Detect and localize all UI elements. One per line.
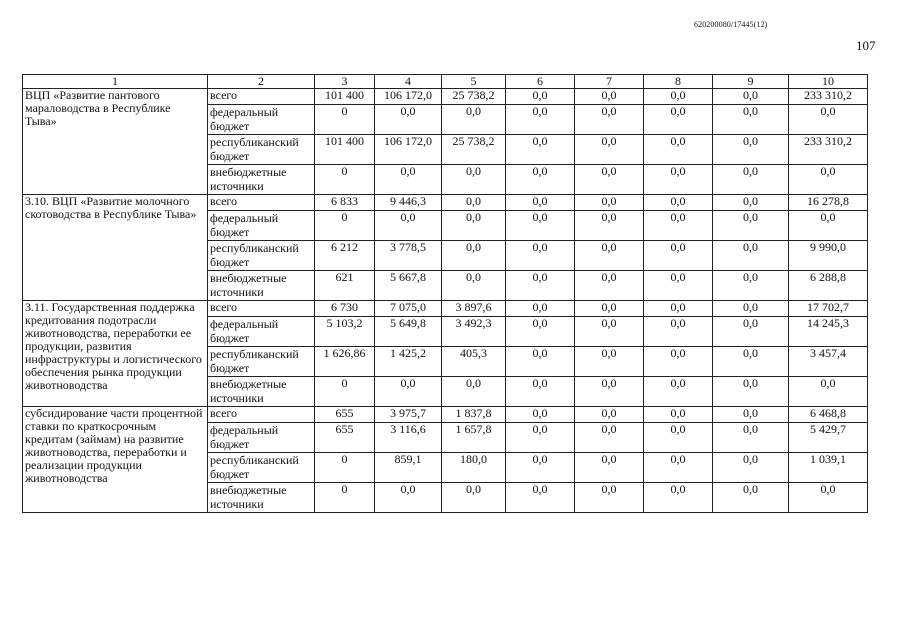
value-cell: 0,0: [575, 407, 644, 423]
value-cell: 0: [315, 165, 375, 195]
value-cell: 0,0: [575, 347, 644, 377]
funding-source: федеральный бюджет: [208, 423, 315, 453]
value-cell: 106 172,0: [375, 89, 442, 105]
program-title: 3.11. Государственная поддержка кредитования подотрасли животноводства, переработки ее продукции, развития инфраструктуры и логистического обеспечения рынка продукции животноводства: [23, 301, 208, 407]
value-cell: 17 702,7: [789, 301, 868, 317]
value-cell: 9 990,0: [789, 241, 868, 271]
funding-source: внебюджетные источники: [208, 483, 315, 513]
value-cell: 1 039,1: [789, 453, 868, 483]
value-cell: 0,0: [713, 241, 789, 271]
column-header: 4: [375, 75, 442, 89]
value-cell: 0,0: [575, 211, 644, 241]
value-cell: 0,0: [644, 195, 713, 211]
value-cell: 0,0: [713, 301, 789, 317]
column-number-row: [23, 75, 868, 89]
value-cell: 0: [315, 105, 375, 135]
value-cell: 3 897,6: [442, 301, 506, 317]
value-cell: 0,0: [575, 89, 644, 105]
value-cell: 101 400: [315, 89, 375, 105]
value-cell: 0,0: [506, 135, 575, 165]
value-cell: 25 738,2: [442, 89, 506, 105]
value-cell: 0,0: [575, 271, 644, 301]
value-cell: 0,0: [644, 407, 713, 423]
value-cell: 0,0: [644, 165, 713, 195]
column-header: 2: [208, 75, 315, 89]
value-cell: 16 278,8: [789, 195, 868, 211]
value-cell: 3 975,7: [375, 407, 442, 423]
value-cell: 0,0: [506, 407, 575, 423]
value-cell: 0,0: [644, 241, 713, 271]
value-cell: 0,0: [575, 165, 644, 195]
value-cell: 0,0: [713, 89, 789, 105]
funding-source: федеральный бюджет: [208, 317, 315, 347]
value-cell: 0,0: [644, 347, 713, 377]
value-cell: 6 833: [315, 195, 375, 211]
value-cell: 0,0: [506, 211, 575, 241]
value-cell: 1 425,2: [375, 347, 442, 377]
value-cell: 0,0: [789, 483, 868, 513]
value-cell: 5 667,8: [375, 271, 442, 301]
value-cell: 0: [315, 377, 375, 407]
column-header: 8: [644, 75, 713, 89]
value-cell: 1 837,8: [442, 407, 506, 423]
value-cell: 621: [315, 271, 375, 301]
value-cell: 0,0: [713, 483, 789, 513]
value-cell: 0,0: [789, 105, 868, 135]
value-cell: 1 626,86: [315, 347, 375, 377]
value-cell: 233 310,2: [789, 135, 868, 165]
value-cell: 0,0: [575, 135, 644, 165]
value-cell: 0,0: [506, 241, 575, 271]
value-cell: 0,0: [713, 377, 789, 407]
value-cell: 0,0: [575, 317, 644, 347]
value-cell: 106 172,0: [375, 135, 442, 165]
value-cell: 0,0: [644, 423, 713, 453]
value-cell: 0,0: [442, 195, 506, 211]
value-cell: 655: [315, 423, 375, 453]
value-cell: 0,0: [506, 165, 575, 195]
value-cell: 0,0: [713, 195, 789, 211]
value-cell: 0,0: [442, 241, 506, 271]
value-cell: 0,0: [713, 165, 789, 195]
value-cell: 0,0: [442, 105, 506, 135]
value-cell: 3 116,6: [375, 423, 442, 453]
value-cell: 0,0: [506, 105, 575, 135]
value-cell: 405,3: [442, 347, 506, 377]
funding-source: всего: [208, 407, 315, 423]
value-cell: 0,0: [506, 195, 575, 211]
value-cell: 233 310,2: [789, 89, 868, 105]
value-cell: 0,0: [506, 453, 575, 483]
column-header: 5: [442, 75, 506, 89]
value-cell: 5 103,2: [315, 317, 375, 347]
value-cell: 0,0: [575, 377, 644, 407]
value-cell: 0,0: [713, 135, 789, 165]
value-cell: 0,0: [644, 271, 713, 301]
value-cell: 0,0: [506, 347, 575, 377]
value-cell: 0,0: [506, 377, 575, 407]
value-cell: 0,0: [506, 317, 575, 347]
table-row: [23, 89, 868, 105]
column-header: 6: [506, 75, 575, 89]
funding-source: внебюджетные источники: [208, 271, 315, 301]
budget-table: [22, 74, 868, 513]
funding-source: республиканский бюджет: [208, 347, 315, 377]
value-cell: 0,0: [575, 105, 644, 135]
funding-source: внебюджетные источники: [208, 165, 315, 195]
value-cell: 6 730: [315, 301, 375, 317]
page-number: 107: [856, 38, 876, 53]
funding-source: федеральный бюджет: [208, 211, 315, 241]
value-cell: 0,0: [789, 165, 868, 195]
program-title: ВЦП «Развитие пантового мараловодства в Республике Тыва»: [23, 89, 208, 195]
value-cell: 6 212: [315, 241, 375, 271]
value-cell: 0,0: [375, 165, 442, 195]
value-cell: 0,0: [442, 271, 506, 301]
value-cell: 0: [315, 211, 375, 241]
value-cell: 1 657,8: [442, 423, 506, 453]
value-cell: 0,0: [375, 211, 442, 241]
value-cell: 0,0: [789, 211, 868, 241]
value-cell: 0,0: [644, 317, 713, 347]
table-row: [23, 301, 868, 317]
value-cell: 0,0: [713, 407, 789, 423]
value-cell: 0: [315, 483, 375, 513]
program-title: 3.10. ВЦП «Развитие молочного скотоводства в Республике Тыва»: [23, 195, 208, 301]
column-header: 9: [713, 75, 789, 89]
value-cell: 0,0: [575, 453, 644, 483]
funding-source: всего: [208, 195, 315, 211]
value-cell: 0,0: [644, 211, 713, 241]
funding-source: республиканский бюджет: [208, 453, 315, 483]
value-cell: 0,0: [575, 195, 644, 211]
value-cell: 859,1: [375, 453, 442, 483]
funding-source: федеральный бюджет: [208, 105, 315, 135]
value-cell: 0,0: [644, 105, 713, 135]
column-header: 3: [315, 75, 375, 89]
value-cell: 0,0: [375, 483, 442, 513]
program-title: субсидирование части процентной ставки по краткосрочным кредитам (займам) на развитие животноводства, переработки и реализации продукции животноводства: [23, 407, 208, 513]
value-cell: 0: [315, 453, 375, 483]
value-cell: 101 400: [315, 135, 375, 165]
value-cell: 0,0: [442, 377, 506, 407]
value-cell: 3 457,4: [789, 347, 868, 377]
value-cell: 0,0: [644, 377, 713, 407]
value-cell: 0,0: [506, 89, 575, 105]
value-cell: 0,0: [506, 483, 575, 513]
column-header: 1: [23, 75, 208, 89]
value-cell: 0,0: [575, 483, 644, 513]
value-cell: 655: [315, 407, 375, 423]
value-cell: 7 075,0: [375, 301, 442, 317]
value-cell: 0,0: [506, 423, 575, 453]
value-cell: 25 738,2: [442, 135, 506, 165]
value-cell: 0,0: [644, 135, 713, 165]
value-cell: 0,0: [442, 483, 506, 513]
value-cell: 3 778,5: [375, 241, 442, 271]
value-cell: 9 446,3: [375, 195, 442, 211]
value-cell: 180,0: [442, 453, 506, 483]
value-cell: 14 245,3: [789, 317, 868, 347]
value-cell: 5 649,8: [375, 317, 442, 347]
value-cell: 0,0: [442, 211, 506, 241]
value-cell: 0,0: [575, 423, 644, 453]
value-cell: 0,0: [713, 453, 789, 483]
funding-source: республиканский бюджет: [208, 135, 315, 165]
value-cell: 0,0: [575, 301, 644, 317]
value-cell: 0,0: [442, 165, 506, 195]
document-code: 620200080/17445(12): [694, 20, 768, 29]
value-cell: 0,0: [713, 211, 789, 241]
table-row: [23, 195, 868, 211]
value-cell: 0,0: [506, 271, 575, 301]
value-cell: 0,0: [713, 423, 789, 453]
value-cell: 0,0: [506, 301, 575, 317]
value-cell: 0,0: [375, 105, 442, 135]
value-cell: 0,0: [575, 241, 644, 271]
value-cell: 0,0: [713, 105, 789, 135]
value-cell: 0,0: [644, 453, 713, 483]
value-cell: 0,0: [644, 301, 713, 317]
value-cell: 0,0: [713, 317, 789, 347]
value-cell: 3 492,3: [442, 317, 506, 347]
value-cell: 0,0: [375, 377, 442, 407]
value-cell: 0,0: [644, 89, 713, 105]
table-row: [23, 407, 868, 423]
funding-source: всего: [208, 89, 315, 105]
column-header: 7: [575, 75, 644, 89]
funding-source: внебюджетные источники: [208, 377, 315, 407]
value-cell: 0,0: [713, 271, 789, 301]
value-cell: 5 429,7: [789, 423, 868, 453]
funding-source: всего: [208, 301, 315, 317]
value-cell: 0,0: [789, 377, 868, 407]
funding-source: республиканский бюджет: [208, 241, 315, 271]
value-cell: 0,0: [713, 347, 789, 377]
column-header: 10: [789, 75, 868, 89]
value-cell: 0,0: [644, 483, 713, 513]
value-cell: 6 468,8: [789, 407, 868, 423]
table-body: [23, 89, 868, 513]
value-cell: 6 288,8: [789, 271, 868, 301]
